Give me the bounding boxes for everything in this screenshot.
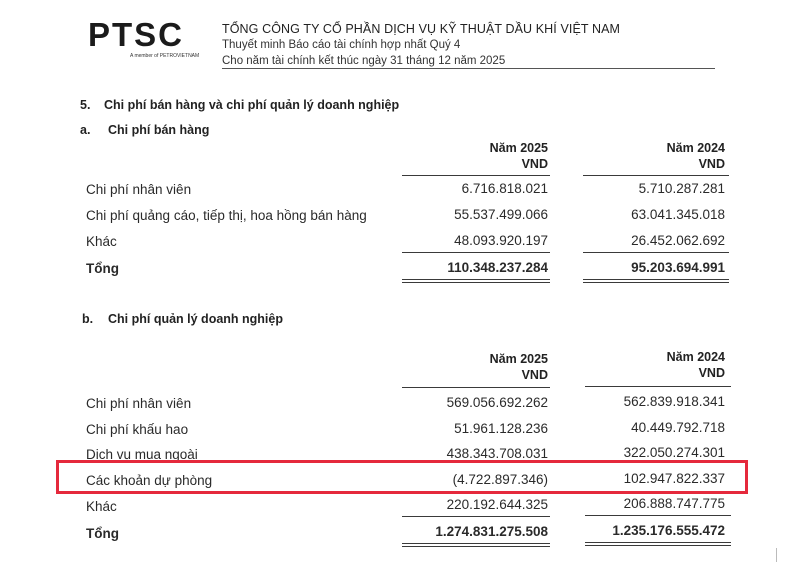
col-unit: VND: [521, 157, 548, 171]
row-label: Dịch vụ mua ngoài: [86, 447, 198, 462]
header-rule-2024: [585, 386, 731, 387]
row-value-2024: 206.888.747.775: [623, 496, 725, 511]
total-label: Tổng: [86, 526, 119, 541]
total-value-2025: 110.348.237.284: [447, 260, 548, 275]
col-year: Năm 2024: [666, 141, 725, 155]
col-header-2024: [667, 349, 725, 381]
ptsc-logo: [88, 16, 200, 62]
subsection-letter-a: a.: [80, 123, 91, 137]
section-number: 5.: [80, 98, 91, 112]
col-unit: VND: [698, 157, 725, 171]
highlight-box: [56, 460, 748, 494]
row-label-provisions: Các khoản dự phòng: [86, 473, 213, 488]
header-rule-2024: [583, 175, 729, 176]
row-value-2025: 55.537.499.066: [454, 207, 548, 222]
subtotal-rule-2024: [585, 515, 731, 516]
row-value-2024: 562.839.918.341: [623, 394, 725, 409]
logo-wordmark: PTSC: [88, 16, 185, 53]
col-unit: VND: [521, 368, 548, 382]
logo-tagline: A member of PETROVIETNAM: [130, 53, 200, 59]
row-label: Khác: [86, 234, 117, 249]
row-value-2024-provisions: 102.947.822.337: [623, 471, 725, 486]
row-label: Chi phí quảng cáo, tiếp thị, hoa hồng bán hàng: [86, 208, 367, 223]
subsection-title-selling: Chi phí bán hàng: [108, 123, 210, 137]
total-rule-2025: [402, 543, 550, 544]
report-period: Cho năm tài chính kết thúc ngày 31 tháng 12 năm 2025: [222, 55, 506, 67]
total-value-2025: 1.274.831.275.508: [435, 524, 548, 539]
header-rule-2025: [402, 387, 550, 388]
col-year: Năm 2025: [489, 352, 548, 366]
row-value-2025: 48.093.920.197: [454, 233, 548, 248]
total-double-rule-2024: [583, 282, 729, 283]
row-label: Khác: [86, 499, 117, 514]
company-name: TỔNG CÔNG TY CỔ PHẦN DỊCH VỤ KỸ THUẬT DẦU KHÍ VIỆT NAM: [222, 22, 621, 36]
col-year: Năm 2025: [489, 141, 548, 155]
subsection-letter-b: b.: [82, 312, 94, 326]
row-label: Chi phí nhân viên: [86, 396, 192, 411]
section-title: Chi phí bán hàng và chi phí quản lý doanh nghiệp: [104, 98, 400, 112]
subtotal-rule-2024: [583, 252, 729, 253]
total-value-2024: 1.235.176.555.472: [612, 523, 725, 538]
row-value-2025: 51.961.128.236: [454, 421, 548, 436]
subtotal-rule-2025: [402, 516, 550, 517]
col-header-2025: [490, 351, 548, 383]
total-double-rule-2025: [402, 546, 550, 547]
row-value-2025: 6.716.818.021: [461, 181, 548, 196]
col-unit: VND: [698, 366, 725, 380]
col-header-2025: [490, 140, 548, 172]
row-value-2025: 569.056.692.262: [446, 395, 548, 410]
total-double-rule-2025: [402, 282, 550, 283]
row-value-2025: 438.343.708.031: [446, 446, 548, 461]
row-value-2024: 40.449.792.718: [631, 420, 725, 435]
report-title: Thuyết minh Báo cáo tài chính hợp nhất Quý 4: [222, 39, 461, 51]
row-value-2024: 5.710.287.281: [638, 181, 725, 196]
col-year: Năm 2024: [666, 350, 725, 364]
header-rule-2025: [402, 175, 550, 176]
total-label: Tổng: [86, 261, 119, 276]
total-value-2024: 95.203.694.991: [631, 260, 725, 275]
row-value-2024: 63.041.345.018: [631, 207, 725, 222]
col-header-2024: [667, 140, 725, 172]
total-double-rule-2024: [585, 545, 731, 546]
page-edge-mark: [776, 548, 785, 562]
total-rule-2024: [583, 279, 729, 280]
row-value-2025: 220.192.644.325: [446, 497, 548, 512]
row-value-2025-provisions: (4.722.897.346): [452, 472, 548, 487]
row-value-2024: 322.050.274.301: [623, 445, 725, 460]
subtotal-rule-2025: [402, 252, 550, 253]
header-divider: [222, 68, 715, 69]
total-rule-2025: [402, 279, 550, 280]
subsection-title-admin: Chi phí quản lý doanh nghiệp: [108, 312, 283, 326]
row-value-2024: 26.452.062.692: [631, 233, 725, 248]
row-label: Chi phí khấu hao: [86, 422, 189, 437]
row-label: Chi phí nhân viên: [86, 182, 192, 197]
total-rule-2024: [585, 542, 731, 543]
